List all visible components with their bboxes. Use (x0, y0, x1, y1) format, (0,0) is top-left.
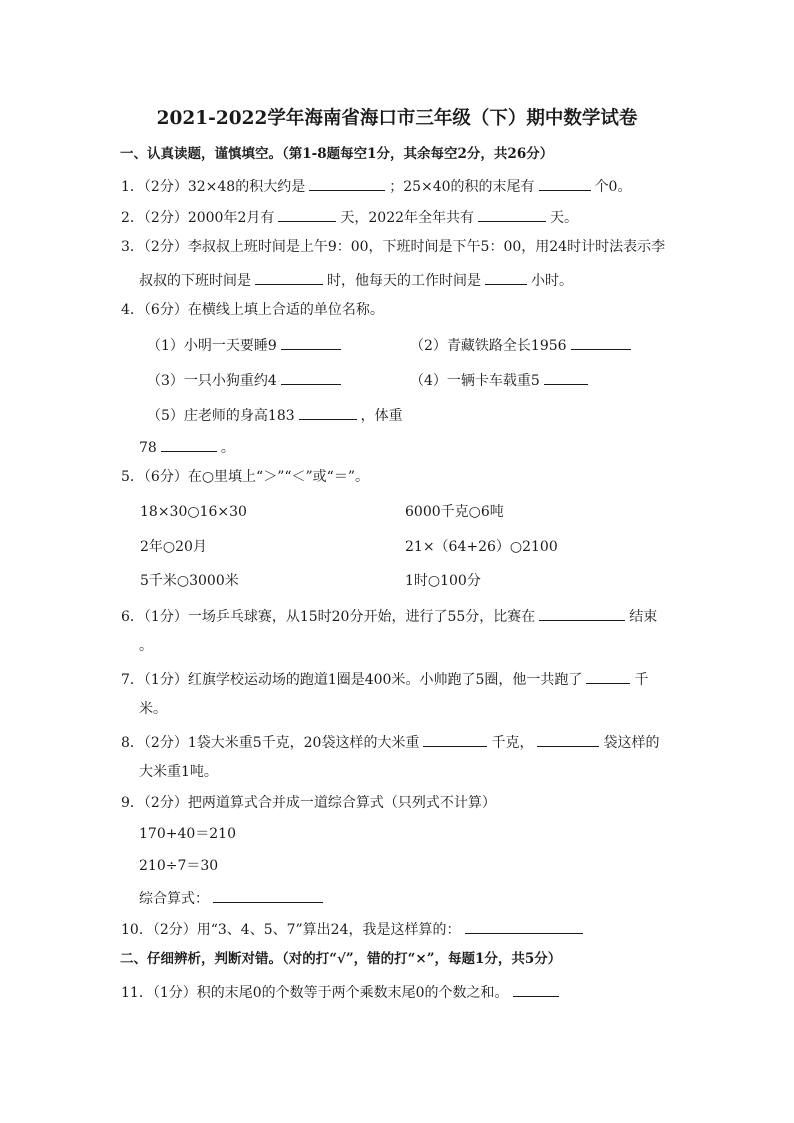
question-text: 千 (634, 672, 649, 688)
combined-equation (139, 887, 327, 909)
equation-2: 210÷7＝30 (139, 858, 219, 874)
question-10 (121, 918, 587, 940)
question-text: （6分）在○里填上“＞”“＜”或“＝”。 (143, 469, 369, 485)
question-text: （1分）积的末尾0的个数等于两个乘数末尾0的个数之和。 (152, 985, 509, 1001)
item-text: 78 (139, 440, 157, 456)
compare-item-2[interactable]: 6000千克○6吨 (405, 504, 504, 520)
item-text: （5）庄老师的身高183 (147, 408, 295, 424)
question-number: 8． (121, 735, 144, 751)
question-4-item-1 (147, 334, 345, 356)
question-text: 千克， (491, 735, 534, 751)
question-text: 天。 (550, 210, 579, 226)
question-7-continued: 米。 (139, 701, 167, 717)
question-3 (121, 237, 665, 257)
question-text: 个0。 (594, 179, 632, 195)
question-number: 1． (121, 179, 144, 195)
question-text: 小时。 (531, 273, 573, 289)
answer-blank[interactable] (161, 436, 217, 452)
question-4-item-5 (147, 404, 403, 426)
section-1-heading: 一、认真读题，谨慎填空。（第1-8题每空1分，其余每空2分，共26分） (120, 146, 554, 162)
answer-blank[interactable] (278, 206, 336, 222)
question-number: 2． (121, 210, 144, 226)
question-text: 结束 (629, 609, 658, 625)
question-8 (121, 731, 659, 753)
question-text: （6分）在横线上填上合适的单位名称。 (143, 302, 384, 318)
question-5 (121, 467, 369, 487)
question-3-continued (139, 269, 573, 291)
compare-item-1[interactable]: 18×30○16×30 (140, 504, 247, 520)
combined-label: 综合算式： (139, 891, 209, 907)
item-text: （3）一只小狗重约4 (147, 373, 277, 389)
compare-item-5[interactable]: 5千米○3000米 (140, 573, 239, 589)
question-4-item-5-continued (139, 436, 235, 458)
answer-blank[interactable] (539, 605, 625, 621)
compare-item-6[interactable]: 1时○100分 (405, 573, 481, 589)
question-text: （2分）1袋大米重5千克，20袋这样的大米重 (143, 735, 420, 751)
answer-blank[interactable] (544, 369, 588, 385)
answer-blank[interactable] (281, 369, 341, 385)
question-2 (121, 206, 578, 228)
question-11 (121, 981, 563, 1003)
answer-blank[interactable] (255, 269, 323, 285)
answer-blank[interactable] (537, 731, 599, 747)
question-1 (121, 175, 631, 197)
item-text: （4）一辆卡车载重5 (410, 373, 540, 389)
question-text: （2分）32×48的积大约是 (143, 179, 306, 195)
answer-blank[interactable] (586, 668, 630, 684)
question-text: （1分）红旗学校运动场的跑道1圈是400米。小帅跑了5圈，他一共跑了 (143, 672, 583, 688)
answer-blank[interactable] (309, 175, 385, 191)
compare-item-4[interactable]: 21×（64+26）○2100 (405, 539, 558, 555)
question-number: 11． (121, 985, 153, 1001)
item-text: （1）小明一天要睡9 (147, 338, 277, 354)
section-2-heading: 二、仔细辨析，判断对错。（对的打“√”，错的打“×”，每题1分，共5分） (120, 951, 562, 967)
answer-blank[interactable] (299, 404, 357, 420)
answer-blank[interactable] (281, 334, 341, 350)
question-7 (121, 668, 648, 690)
question-text: 袋这样的 (603, 735, 660, 751)
question-4-item-3 (147, 369, 345, 391)
answer-blank[interactable] (485, 269, 527, 285)
question-number: 4． (121, 302, 144, 318)
item-text: （2）青藏铁路全长1956 (410, 338, 567, 354)
question-text: （2分）李叔叔上班时间是上午9：00，下班时间是下午5：00，用24时计时法表示李 (143, 239, 666, 255)
question-8-continued: 大米重1吨。 (139, 764, 218, 780)
exam-title: 2021-2022学年海南省海口市三年级（下）期中数学试卷 (156, 108, 638, 129)
answer-blank[interactable] (513, 981, 559, 997)
item-text: 。 (220, 440, 235, 456)
question-4-item-4 (410, 369, 592, 391)
question-number: 6． (121, 609, 144, 625)
answer-blank[interactable] (465, 918, 583, 934)
compare-item-3[interactable]: 2年○20月 (140, 539, 207, 555)
question-number: 3． (121, 239, 144, 255)
question-text: 时，他每天的工作时间是 (327, 273, 481, 289)
question-text: （2分）把两道算式合并成一道综合算式（只列式不计算） (143, 795, 496, 811)
question-number: 10． (121, 922, 153, 938)
question-number: 9． (121, 795, 144, 811)
question-text: 天，2022年全年共有 (340, 210, 475, 226)
question-number: 5． (121, 469, 144, 485)
answer-blank[interactable] (478, 206, 546, 222)
question-text: 叔叔的下班时间是 (139, 273, 251, 289)
answer-blank[interactable] (571, 334, 631, 350)
question-9 (121, 793, 496, 813)
question-text: （2分）2000年2月有 (143, 210, 275, 226)
question-4-item-2 (410, 334, 635, 356)
question-4 (121, 300, 384, 320)
answer-blank[interactable] (539, 175, 591, 191)
equation-1: 170+40＝210 (139, 826, 236, 842)
question-text: （1分）一场乒乓球赛，从15时20分开始，进行了55分，比赛在 (143, 609, 536, 625)
question-number: 7． (121, 672, 144, 688)
question-6-continued: 。 (139, 638, 153, 654)
question-6 (121, 605, 657, 627)
answer-blank[interactable] (213, 887, 323, 903)
item-text: ，体重 (360, 408, 403, 424)
question-text: （2分）用“3、4、5、7”算出24，我是这样算的： (152, 922, 461, 938)
question-text: ；25×40的积的末尾有 (389, 179, 535, 195)
answer-blank[interactable] (423, 731, 487, 747)
